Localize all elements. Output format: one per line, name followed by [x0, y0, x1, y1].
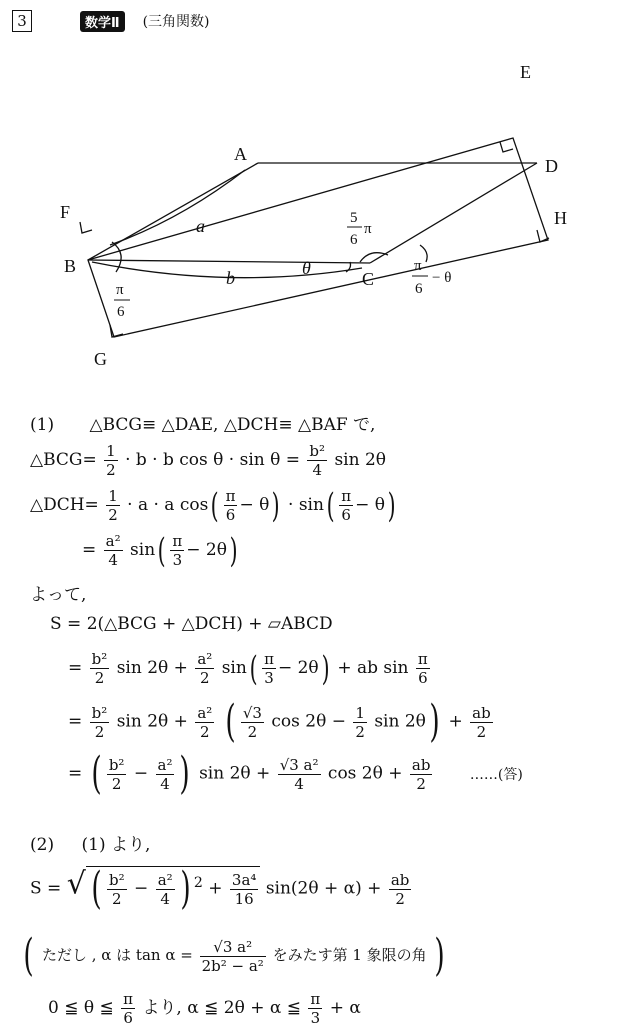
- dch-mid: · a · a cos: [127, 495, 209, 515]
- part2-ref: (1) より,: [81, 835, 151, 855]
- minus-theta: − θ: [239, 495, 270, 515]
- angle-B-num: π: [116, 282, 124, 298]
- rectangle-BGHF-E: [88, 138, 548, 337]
- yotte: よって,: [30, 585, 87, 605]
- angle-C-den: 6: [350, 232, 358, 248]
- topic-label: (三角関数): [142, 14, 210, 30]
- frac-pi-6-b: $\frac{\pi}{6}$: [341, 487, 352, 524]
- eq-dch-result: = $\frac{\text{a²}}{4}$ sin( $\frac{\pi}{3}$ − 2θ): [82, 530, 238, 571]
- frac-half-2: $\frac{1}{2}$: [108, 487, 118, 524]
- answer-mark: ……(答): [469, 766, 523, 783]
- angle-B-den: 6: [117, 304, 125, 320]
- S-step-3-answer: = ( $\frac{\text{b²}}{2}$ − $\frac{\text{a²}}{4}$ ) sin 2θ + $\frac{\text{√3 a²}}{4}$ cos 2θ + $\frac{ab}{2}$ ……(答): [68, 748, 523, 799]
- subject-tag: 数学Ⅱ: [80, 11, 125, 32]
- label-b: b: [226, 268, 235, 288]
- frac-pi-6: $\frac{\pi}{6}$: [225, 487, 236, 524]
- label-a: a: [196, 216, 205, 236]
- frac-half: $\frac{1}{2}$: [106, 442, 116, 479]
- frac-b2-4: $\frac{\text{b²}}{4}$: [309, 442, 326, 479]
- minus-2theta: − 2θ: [186, 540, 227, 560]
- angle-H-rest: − θ: [432, 270, 452, 286]
- label-A: A: [234, 144, 247, 164]
- bcg-lhs: △BCG=: [30, 450, 97, 470]
- congruence-statement: △BCG≡ △DAE, △DCH≡ △BAF で,: [89, 415, 376, 435]
- part2-label: (2): [30, 835, 55, 855]
- frac-pi-3: $\frac{\pi}{3}$: [172, 532, 183, 569]
- label-D: D: [545, 156, 558, 176]
- right-angle-F: [80, 222, 92, 233]
- problem-number: 3: [12, 10, 32, 32]
- angle-H-den: 6: [415, 281, 423, 297]
- dot-sin: · sin: [288, 495, 324, 515]
- label-H: H: [554, 208, 567, 228]
- eq-bcg: [30, 442, 619, 479]
- frac-a2-4: $\frac{\text{a²}}{4}$: [105, 532, 121, 569]
- label-B: B: [64, 256, 77, 276]
- angle-C-num: 5: [350, 210, 358, 226]
- bcg-end: sin 2θ: [334, 450, 387, 470]
- right-angle-E: [500, 142, 513, 152]
- edge-BA: [88, 163, 258, 260]
- label-F: F: [60, 202, 71, 222]
- S-amplitude-form: S = √ ( $\frac{\text{b²}}{2}$ − $\frac{\text{a²}}{4}$ ) $^2$ + $\frac{\text{3a⁴}}{16}$ sin(2θ + α) + $\frac{ab}{2}$: [30, 863, 410, 914]
- bcg-mid: · b · b cos θ · sin θ =: [125, 450, 300, 470]
- part1-intro: [30, 410, 619, 435]
- eq-dch: △DCH= $\frac{1}{2}$ · a · a cos( $\frac{\pi}{6}$ − θ) · sin( $\frac{\pi}{6}$ − θ): [30, 485, 396, 526]
- S-definition: S = 2(△BCG + △DCH) + ▱ABCD: [50, 614, 333, 634]
- minus-theta-b: − θ: [355, 495, 385, 515]
- angle-H-num: π: [414, 258, 422, 274]
- geometry-figure: [0, 40, 619, 380]
- alpha-note: ( ただし , α は tan α = $\frac{\text{√3 a²}}{\text{2b² − a²}}$ をみたす第 1 象限の角 ): [23, 930, 446, 981]
- S-step-2: = $\frac{\text{b²}}{2}$ sin 2θ + $\frac{\text{a²}}{2}$ ( $\frac{√3}{2}$ cos 2θ − $\frac{1}{2}$ sin 2θ) + $\frac{ab}{2}$: [68, 696, 491, 747]
- part1-label: (1): [30, 415, 55, 435]
- angle-C-pi: π: [364, 221, 372, 237]
- problem-header: [12, 8, 210, 34]
- equals: =: [82, 540, 97, 560]
- theta-range: 0 ≦ θ ≦ $\frac{\pi}{6}$ より, α ≦ 2θ + α ≦ $\frac{\pi}{3}$ + α: [48, 990, 361, 1027]
- S-step-1: = $\frac{\text{b²}}{2}$ sin 2θ + $\frac{\text{a²}}{2}$ sin( $\frac{\pi}{3}$ − 2θ) + ab sin $\frac{\pi}{6}$: [68, 648, 428, 689]
- label-G: G: [94, 349, 107, 369]
- edge-BC: [88, 260, 370, 263]
- part2-intro: [30, 830, 619, 855]
- sin: sin: [130, 540, 156, 560]
- label-theta: θ: [302, 258, 311, 278]
- dch-lhs: △DCH=: [30, 495, 99, 515]
- label-E: E: [520, 62, 531, 82]
- label-C: C: [362, 269, 375, 289]
